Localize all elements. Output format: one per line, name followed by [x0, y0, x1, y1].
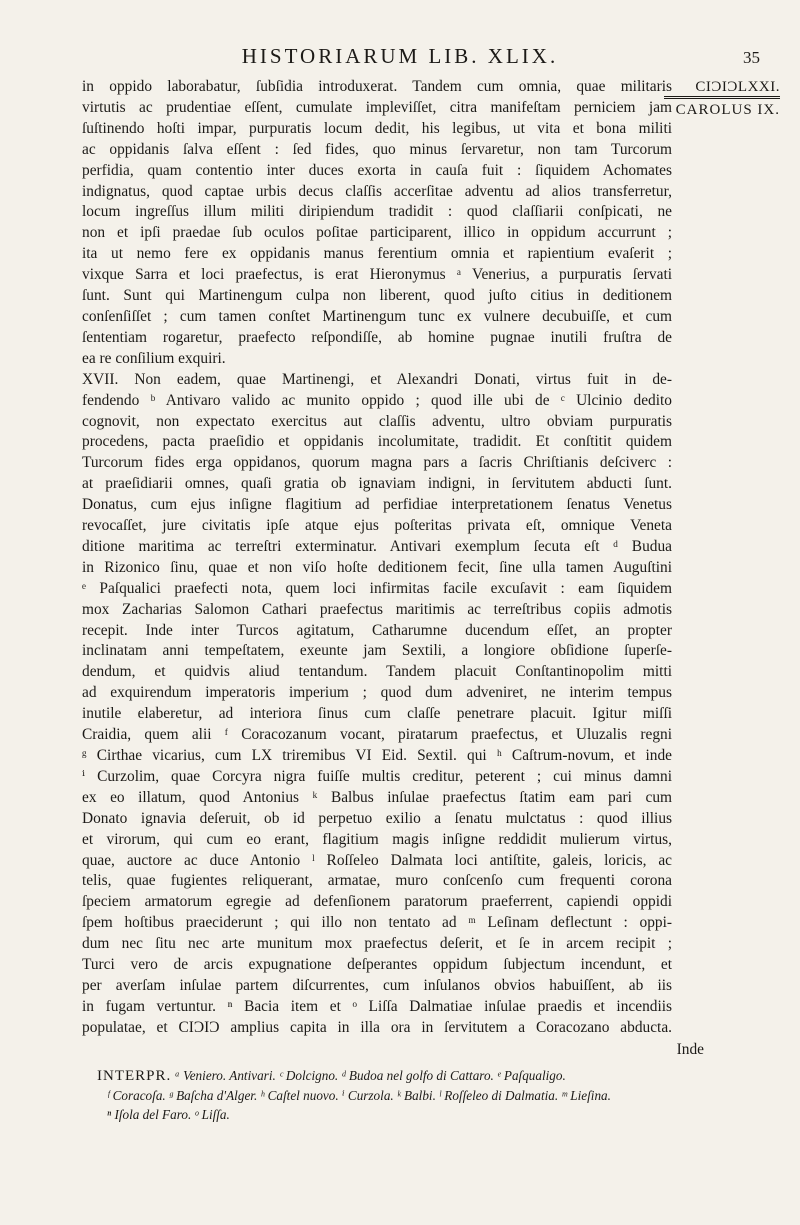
- text-line: virtutis ac prudentiae eſſent, cumulate impleviſſet, citra manifeſtam perniciem jam: [82, 98, 672, 116]
- text-line: ⁱ Curzolim, quae Corcyra nigra fuiſſe multis creditur, peterent ; cui minus damni: [82, 767, 672, 785]
- text-line: ex eo illatum, quod Antonius ᵏ Balbus inſulae praefectus ſtatim eam pari cum: [82, 788, 672, 806]
- notes-entries: ᶠ Coracoſa. ᵍ Baſcha d'Alger. ʰ Caſtel nuovo. ⁱ Curzola. ᵏ Balbi. ˡ Roſſeleo di Dalmatia. ᵐ Lieſina.: [107, 1088, 611, 1103]
- text-line: Turci vero de arcis expugnatione deſperantes oppidum ſubjectum incendunt, et: [82, 956, 672, 974]
- text-line: ᵍ Cirthae vicarius, cum LX triremibus VI Eid. Sextil. qui ʰ Caſtrum-novum, et inde: [82, 747, 672, 764]
- margin-rule: [664, 96, 780, 97]
- running-title: HISTORIARUM LIB. XLIX.: [241, 44, 559, 68]
- text-line: ita ut nemo fere ex oppidanis manus ferentium omnia et rapientium evaſerit ;: [82, 245, 672, 263]
- text-line: quae, auctore ac duce Antonio ˡ Roſſeleo Dalmata loci antiſtite, galeis, loricis, ac: [82, 851, 672, 869]
- text-line: procedens, pacta praeſidio et oppidanis incolumitate, tradidit. Et conſtitit quidem: [82, 433, 672, 451]
- text-line: perfidia, quam contentio inter duces exorta in cauſa fuit : ſiquidem Achomates: [82, 161, 672, 179]
- text-line: mox Zacharias Salomon Cathari praefectus maritimis ac terreſtribus copiis admotis: [82, 600, 672, 618]
- notes-line: [97, 1066, 697, 1086]
- text-line: in oppido laborabatur, ſubſidia introduxerat. Tandem cum omnia, quae militaris: [82, 78, 672, 95]
- margin-rule: [664, 98, 780, 99]
- text-line: populatae, et CIƆIƆ amplius capita in illa ora in ſervitutem a Coracozano abducta.: [82, 1018, 672, 1036]
- text-line: ea re conſilium exquiri.: [82, 349, 226, 367]
- text-line: fendendo ᵇ Antivaro valido ac munito oppido ; quod ille ubi de ᶜ Ulcinio dedito: [82, 391, 672, 409]
- text-line: indignatus, quod captae urbis decus claſſis accerſitae adventu ad alios transferretur,: [82, 182, 672, 200]
- text-line: inclinatam anni tempeſtatem, exeunte jam Sextili, a longiore obſidione ſuperſe-: [82, 642, 672, 660]
- margin-year: CIƆIƆLXXI.: [695, 79, 780, 95]
- text-line: vixque Sarra et loci praefectus, is erat Hieronymus ᵃ Venerius, a purpuratis ſervati: [82, 266, 672, 284]
- text-line: ſunt. Sunt qui Martinengum culpa non liberent, quod juſto citius in deditionem: [82, 287, 672, 305]
- text-line: ſuſtinendo hoſti impar, purpuratis locum dedit, his legibus, ut vita et bona militi: [82, 119, 672, 137]
- text-line: ditione maritima ac terreſtri exterminatur. Antivari exemplum ſecuta eſt ᵈ Budua: [82, 537, 672, 555]
- notes-line: [97, 1086, 697, 1105]
- text-line: dendum, et quidvis aliud tentandum. Tandem placuit Conſtantinopolim mitti: [82, 663, 672, 681]
- text-line: ſententiam rogaretur, praefecto reſpondiſſe, ab homine pugnae inutili fruſtra de: [82, 328, 672, 346]
- text-line: at praeſidiarii omnes, quaſi gratia ob ignaviam indigni, in ſervitutem abducti ſunt.: [82, 475, 672, 493]
- text-line: in Rizonico ſinu, quae et non viſo hoſte deditionem fecit, ſine ulla tamen Auguſtini: [82, 558, 672, 576]
- text-line: Craidia, quem alii ᶠ Coracozanum vocant, piratarum praefectus, et Uluzalis regni: [82, 726, 672, 744]
- text-line: ſpeciem armatorum egregie ad defenſionem paratorum praeferrent, capiendi oppidi: [82, 893, 672, 911]
- text-line: ᵉ Paſqualici praefecti nota, quem loci infirmitas facile excuſavit : eam ſiquidem: [82, 579, 672, 597]
- notes-line: [97, 1105, 697, 1124]
- text-line: per averſam inſulae partem diſcurrentes, cum inſulanos obvios habuiſſent, ab iis: [82, 976, 672, 994]
- text-line: revocaſſet, jure civitatis ipſe atque ejus poſteritas privata eſt, omnique Veneta: [82, 517, 672, 535]
- notes-label: INTERPR.: [97, 1068, 172, 1084]
- text-line: locum ingreſſus illum militi diripiendum tradidit : quod claſſiarii conſpicati, ne: [82, 203, 672, 221]
- text-line: inutile elaberetur, ad interiora ſinus cum claſſe penetrare placuit. Igitur miſſi: [82, 705, 672, 723]
- page-number: 35: [743, 48, 760, 67]
- text-line: telis, quae fugientes reliquerant, armatae, muro conſcenſo cum frequenti corona: [82, 872, 672, 890]
- interpretation-notes: [97, 1066, 697, 1124]
- margin-ruler-name: CAROLUS IX.: [675, 102, 780, 118]
- text-line: conſenſiſſet ; cum tamen conſtet Martinengum tunc ex vulnere decubuiſſe, et cum: [82, 307, 672, 325]
- section-start-line: XVII. Non eadem, quae Martinengi, et Alexandri Donati, virtus fuit in de-: [82, 370, 672, 388]
- catchword: Inde: [676, 1041, 704, 1058]
- main-text: [82, 77, 672, 1039]
- notes-entries: ⁿ Iſola del Faro. ᵒ Liſſa.: [107, 1107, 230, 1122]
- text-line: non et ipſi praedae ſub oculos poſitae participarent, illico in oppidum accurrunt ;: [82, 224, 672, 242]
- text-line: ſpem hoſtibus praeciderunt ; qui illo non tentato ad ᵐ Leſinam deflectunt : oppi-: [82, 914, 672, 932]
- text-line: Turcorum fides erga oppidanos, quorum magna pars a ſacris Chriſtianis deſciverc :: [82, 454, 672, 472]
- text-line: et virorum, qui cum eo erant, flagitium magis inſigne reddidit mulierum virtus,: [82, 830, 672, 848]
- text-line: dum nec ſitu nec arte munitum mox praefectus deſerit, et ſe in arcem recipit ;: [82, 935, 672, 953]
- notes-entries: ᵃ Veniero. Antivari. ᶜ Dolcigno. ᵈ Budoa nel golfo di Cattaro. ᵉ Paſqualigo.: [174, 1068, 566, 1083]
- text-line: Donato ignavia deſeruit, ob id perpetuo exilio a ſenatu mulctatus : quod illius: [82, 809, 672, 827]
- text-line: ac oppidanis ſalva eſſent : ſed fides, quo minus ſervaretur, non tam Turcorum: [82, 140, 672, 158]
- text-line: Donatus, cum ejus inſigne flagitium ad perfidiae interpretationem ſenatus Venetus: [82, 496, 672, 514]
- text-line: recepit. Inde inter Turcos agitatum, Catharumne ducendum eſſet, an propter: [82, 621, 672, 639]
- text-line: in fugam vertuntur. ⁿ Bacia item et ᵒ Liſſa Dalmatiae inſulae praedis et incendiis: [82, 997, 672, 1015]
- text-line: ad exquirendum imperatoris imperium ; quod dum adveniret, ne interim tempus: [82, 684, 672, 702]
- text-line: cognovit, non expectato exercitus aut claſſis adventu, ultro obviam purpuratis: [82, 412, 672, 430]
